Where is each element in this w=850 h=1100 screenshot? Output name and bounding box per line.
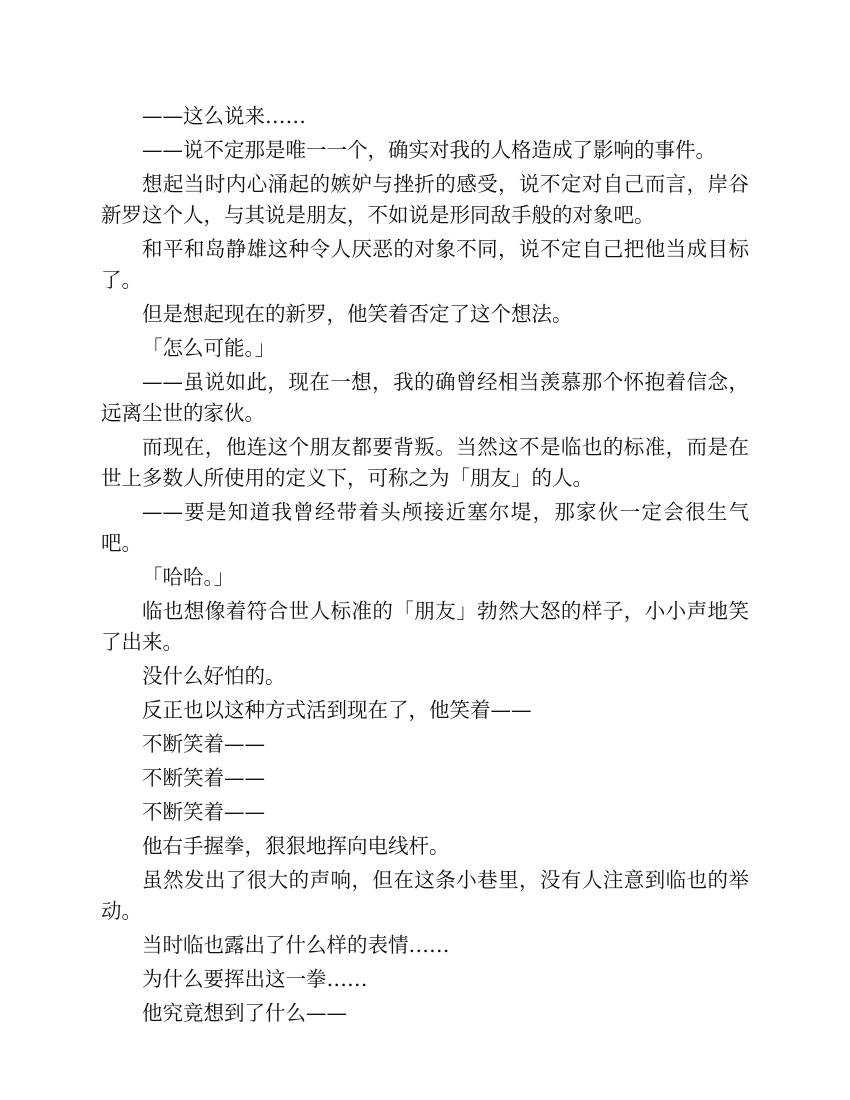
- paragraph: 不断笑着——: [142, 766, 265, 790]
- paragraph: 不断笑着——: [142, 732, 265, 756]
- paragraph: 想起当时内心涌起的嫉妒与挫折的感受，说不定对自己而言，岸谷新罗这个人，与其说是朋友，不如说是形同敌手般的对象吧。: [101, 172, 749, 227]
- paragraph: 为什么要挥出这一拳……: [142, 967, 368, 991]
- paragraph: 临也想像着符合世人标准的「朋友」勃然大怒的样子，小小声地笑了出来。: [101, 599, 749, 654]
- paragraph: 不断笑着——: [142, 800, 265, 824]
- paragraph: 「怎么可能。」: [142, 336, 276, 360]
- paragraph: 「哈哈。」: [142, 565, 235, 589]
- paragraph: 当时临也露出了什么样的表情……: [142, 933, 450, 957]
- paragraph: ——这么说来……: [142, 104, 306, 128]
- paragraph: 他究竟想到了什么——: [142, 1001, 347, 1025]
- paragraph: 和平和岛静雄这种令人厌恶的对象不同，说不定自己把他当成目标了。: [101, 237, 749, 292]
- paragraph: 但是想起现在的新罗，他笑着否定了这个想法。: [142, 302, 573, 326]
- paragraph: ——说不定那是唯一一个，确实对我的人格造成了影响的事件。: [142, 138, 716, 162]
- paragraph: ——要是知道我曾经带着头颅接近塞尔堤，那家伙一定会很生气吧。: [101, 500, 749, 555]
- body-text: [101, 101, 749, 1032]
- paragraph: 虽然发出了很大的声响，但在这条小巷里，没有人注意到临也的举动。: [101, 868, 749, 923]
- paragraph: ——虽说如此，现在一想，我的确曾经相当羡慕那个怀抱着信念，远离尘世的家伙。: [101, 370, 749, 425]
- paragraph: 他右手握拳，狠狠地挥向电线杆。: [142, 834, 450, 858]
- paragraph: 而现在，他连这个朋友都要背叛。当然这不是临也的标准，而是在世上多数人所使用的定义下，可称之为「朋友」的人。: [101, 435, 749, 490]
- paragraph: 没什么好怕的。: [142, 664, 286, 688]
- paragraph: 反正也以这种方式活到现在了，他笑着——: [142, 698, 532, 722]
